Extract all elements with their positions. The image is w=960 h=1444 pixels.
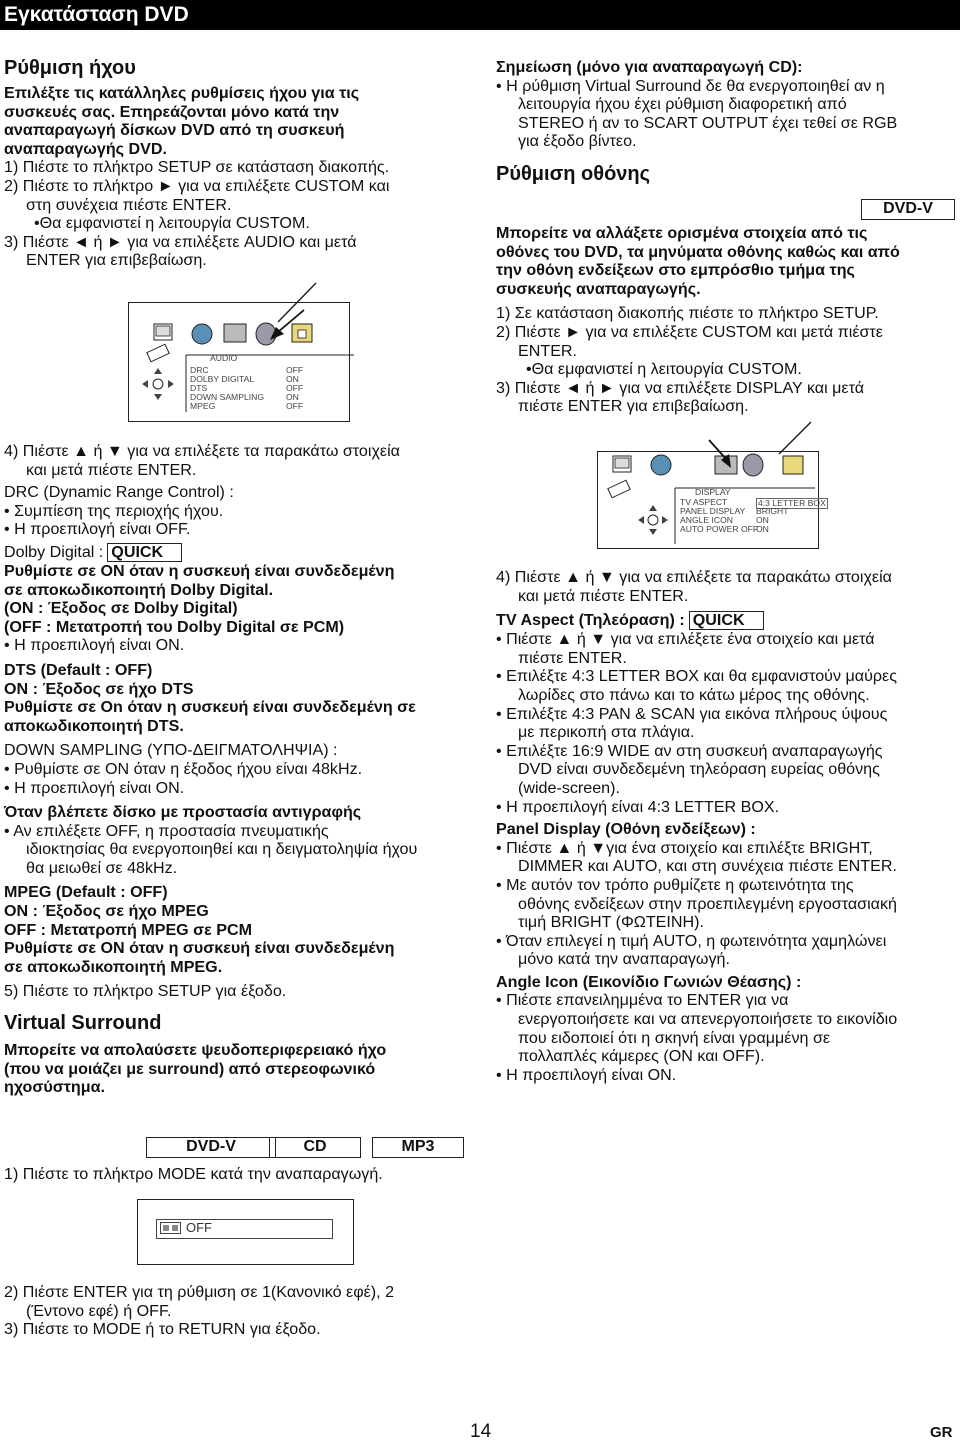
dts-line: DTS (Default : OFF) — [4, 660, 153, 679]
protect-line: ιδιοκτησίας θα ενεργοποιηθεί και η δειγματοληψία ήχου — [26, 840, 418, 859]
badge-mp3: MP3 — [372, 1137, 464, 1158]
right-column — [496, 58, 956, 186]
angle-line: Angle Icon (Εικονίδιο Γωνιών Θέασης) : — [496, 972, 802, 991]
virtual-surround-heading: Virtual Surround — [4, 1012, 162, 1035]
menu-item: MPEG — [190, 401, 216, 411]
panel-line: οθόνης ενδείξεων στην προεπιλεγμένη εργοστασιακή — [518, 894, 897, 913]
mpeg-line: σε αποκωδικοποιητή MPEG. — [4, 957, 223, 976]
quick-tag: QUICK — [689, 611, 764, 630]
dts-line: ON : Έξοδος σε ήχο DTS — [4, 679, 194, 698]
vs-step-line: (Έντονο εφέ) ή OFF. — [26, 1301, 172, 1320]
menu-item: DTS — [190, 383, 208, 393]
menu-icons-audio — [128, 280, 358, 425]
angle-line: πολλαπλές κάμερες (ON και OFF). — [518, 1047, 765, 1066]
vs-step-line: 2) Πιέστε ENTER για τη ρύθμιση σε 1(Κανονικό εφέ), 2 — [4, 1283, 395, 1301]
step-line: 4) Πιέστε ▲ ή ▼ για να επιλέξετε τα παρακάτω στοιχεία — [4, 442, 400, 460]
mpeg-line: OFF : Μετατροπή MPEG σε PCM — [4, 920, 253, 939]
step-line: •Θα εμφανιστεί η λειτουργία CUSTOM. — [34, 214, 310, 233]
tv-line: • Επιλέξτε 4:3 LETTER BOX και θα εμφανιστούν μαύρες — [496, 667, 897, 686]
menu-value: OFF — [286, 401, 304, 411]
vs-step-line: 1) Πιέστε το πλήκτρο MODE κατά την αναπαραγωγή. — [4, 1165, 383, 1183]
step-line: και μετά πιέστε ENTER. — [26, 460, 197, 479]
right-column-mid — [496, 224, 956, 416]
page-title: Εγκατάσταση DVD — [4, 3, 189, 26]
dts-line: αποκωδικοποιητή DTS. — [4, 716, 184, 735]
menu-item: DOWN SAMPLING — [190, 392, 265, 402]
audio-menu-title: AUDIO — [210, 353, 238, 363]
panel-line: DIMMER και AUTO, και στη συνέχεια πιέστε ENTER. — [518, 857, 897, 876]
step-line: 1) Σε κατάσταση διακοπής πιέστε το πλήκτρο SETUP. — [496, 304, 879, 323]
menu-value: ON — [286, 374, 299, 384]
tv-aspect-label: TV Aspect (Τηλεόραση) : — [496, 611, 685, 630]
vs-intro-line: (που να μοιάζει με surround) από στερεοφωνικό — [4, 1059, 376, 1078]
intro-line: συσκευές σας. Επηρεάζονται μόνο κατά την — [4, 102, 340, 121]
menu-item: TV ASPECT — [680, 497, 728, 507]
display-menu-title: DISPLAY — [695, 487, 731, 497]
intro-line: Επιλέξτε τις κατάλληλες ρυθμίσεις ήχου για τις — [4, 84, 360, 102]
left-column — [4, 56, 464, 270]
menu-value: ON — [286, 392, 299, 402]
note-line: λειτουργία ήχου έχει ρύθμιση διαφορετική από — [518, 95, 847, 114]
tv-line: (wide-screen). — [518, 778, 620, 797]
badge-dvd-v-right: DVD-V — [861, 199, 955, 220]
menu-value: OFF — [286, 383, 304, 393]
tv-line: λωρίδες στο πάνω και το κάτω μέρος της οθόνης. — [518, 685, 870, 704]
display-intro-line: την οθόνη ενδείξεων στο εμπρόσθιο τμήμα της — [496, 261, 855, 280]
menu-value: ON — [756, 515, 769, 525]
badge-cd: CD — [269, 1137, 361, 1158]
vs-steps-lower — [4, 1283, 474, 1339]
tv-line: DVD είναι συνδεδεμένη τηλεόραση ευρείας οθόνης — [518, 760, 880, 779]
dolby-line: σε αποκωδικοποιητή Dolby Digital. — [4, 580, 274, 599]
display-intro-line: συσκευής αναπαραγωγής. — [496, 279, 701, 298]
down-line: • Ρυθμίστε σε ON όταν η έξοδος ήχου είναι 48kHz. — [4, 759, 363, 778]
panel-line: Panel Display (Οθόνη ενδείξεων) : — [496, 820, 756, 839]
step-line: 3) Πιέστε ◄ ή ► για να επιλέξετε DISPLAY και μετά — [496, 378, 865, 397]
step-line: ENTER. — [518, 341, 578, 360]
panel-line: • Με αυτόν τον τρόπο ρυθμίζετε η φωτεινότητα της — [496, 875, 854, 894]
down-line: DOWN SAMPLING (ΥΠΟ-ΔΕΙΓΜΑΤΟΛΗΨΙΑ) : — [4, 741, 338, 760]
step-line: ENTER για επιβεβαίωση. — [26, 251, 207, 270]
menu-item: DRC — [190, 365, 209, 375]
menu-item: ANGLE ICON — [680, 515, 734, 525]
note-line: STEREO ή αν το SCART OUTPUT έχει τεθεί σε RGB — [518, 113, 898, 132]
quick-tag: QUICK — [107, 543, 182, 562]
display-heading: Ρύθμιση οθόνης — [496, 162, 651, 185]
intro-line: αναπαραγωγής DVD. — [4, 139, 167, 158]
left-column-lower — [4, 442, 474, 1097]
menu-item: PANEL DISPLAY — [680, 506, 746, 516]
tv-line: • Επιλέξτε 16:9 WIDE αν στη συσκευή αναπαραγωγής — [496, 741, 883, 760]
panel-line: • Πιέστε ▲ ή ▼για ένα στοιχείο και επιλέξτε BRIGHT, — [496, 838, 873, 857]
menu-item: AUTO POWER OFF — [680, 524, 759, 534]
vs-osd-bar — [156, 1219, 333, 1239]
tv-line: • Επιλέξτε 4:3 PAN & SCAN για εικόνα πλήρους ύψους — [496, 704, 888, 723]
dolby-line: (OFF : Μετατροπή του Dolby Digital σε PCM) — [4, 617, 345, 636]
note-line: για έξοδο βίντεο. — [518, 132, 637, 151]
vs-step-line: 3) Πιέστε το MODE ή το RETURN για έξοδο. — [4, 1320, 321, 1339]
menu-value: BRIGHT — [756, 506, 789, 516]
mpeg-line: ON : Έξοδος σε ήχο MPEG — [4, 902, 209, 921]
tv-line: • Η προεπιλογή είναι 4:3 LETTER BOX. — [496, 797, 780, 816]
angle-line: • Η προεπιλογή είναι ON. — [496, 1065, 677, 1084]
angle-line: ενεργοποιήσετε και να απενεργοποιήσετε το εικονίδιο — [518, 1010, 898, 1029]
step-line: •Θα εμφανιστεί η λειτουργία CUSTOM. — [526, 360, 802, 379]
surround-icon — [160, 1222, 182, 1234]
note-line: • Η ρύθμιση Virtual Surround δε θα ενεργοποιηθεί αν η — [496, 76, 885, 95]
language-code: GR — [930, 1424, 953, 1441]
protect-line: θα μειωθεί σε 48kHz. — [26, 858, 178, 877]
vs-intro-line: ηχοσύστημα. — [4, 1078, 105, 1097]
dts-line: Ρυθμίστε σε On όταν η συσκευή είναι συνδεδεμένη σε — [4, 698, 416, 717]
mpeg-line: Ρυθμίστε σε ON όταν η συσκευή είναι συνδεδεμένη — [4, 939, 395, 958]
intro-line: αναπαραγωγή δίσκων DVD από τη συσκευή — [4, 121, 345, 140]
menu-item: DOLBY DIGITAL — [190, 374, 255, 384]
panel-line: μόνο κατά την αναπαραγωγή. — [518, 950, 730, 969]
dolby-line: (ON : Έξοδος σε Dolby Digital) — [4, 599, 238, 618]
dolby-label: Dolby Digital : — [4, 542, 104, 561]
tv-line: με περικοπή στα πλάγια. — [518, 723, 695, 742]
step-line: 2) Πιέστε ► για να επιλέξετε CUSTOM και μετά πιέστε — [496, 322, 883, 341]
tv-line: πιέστε ENTER. — [518, 648, 627, 667]
display-intro-line: οθόνες του DVD, τα μηνύματα οθόνης καθώς και από — [496, 242, 900, 261]
step-line: 2) Πιέστε το πλήκτρο ► για να επιλέξετε CUSTOM και — [4, 176, 390, 195]
protect-line: • Αν επιλέξετε OFF, η προστασία πνευματικής — [4, 821, 329, 840]
panel-line: τιμή BRIGHT (ΦΩΤΕΙΝΗ). — [518, 913, 704, 932]
dolby-line: Ρυθμίστε σε ON όταν η συσκευή είναι συνδεδεμένη — [4, 561, 395, 580]
tv-line: • Πιέστε ▲ ή ▼ για να επιλέξετε ένα στοιχείο και μετά — [496, 630, 875, 649]
drc-line: DRC (Dynamic Range Control) : — [4, 483, 234, 502]
step-line: 4) Πιέστε ▲ ή ▼ για να επιλέξετε τα παρακάτω στοιχεία — [496, 568, 892, 586]
vs-intro-line: Μπορείτε να απολαύσετε ψευδοπεριφερειακό ήχο — [4, 1041, 387, 1060]
angle-line: • Πιέστε επανειλημμένα το ENTER για να — [496, 991, 789, 1010]
dolby-line: • Η προεπιλογή είναι ON. — [4, 636, 185, 655]
note-line: Σημείωση (μόνο για αναπαραγωγή CD): — [496, 58, 803, 76]
drc-line: • Συμπίεση της περιοχής ήχου. — [4, 501, 224, 520]
step-line: και μετά πιέστε ENTER. — [518, 586, 689, 605]
mpeg-line: MPEG (Default : OFF) — [4, 883, 168, 902]
display-intro-line: Μπορείτε να αλλάξετε ορισμένα στοιχεία από τις — [496, 224, 868, 242]
step5-line: 5) Πιέστε το πλήκτρο SETUP για έξοδο. — [4, 982, 287, 1001]
step-line: πιέστε ENTER για επιβεβαίωση. — [518, 397, 749, 416]
panel-line: • Όταν επιλεγεί η τιμή AUTO, η φωτεινότητα χαμηλώνει — [496, 931, 887, 950]
vs-osd-value: OFF — [186, 1220, 212, 1235]
down-line: • Η προεπιλογή είναι ON. — [4, 778, 185, 797]
step-line: στη συνέχεια πιέστε ENTER. — [26, 195, 232, 214]
step-line: 1) Πιέστε το πλήκτρο SETUP σε κατάσταση διακοπής. — [4, 158, 390, 177]
menu-value: 4:3 LETTER BOX — [758, 498, 826, 508]
audio-heading: Ρύθμιση ήχου — [4, 57, 136, 79]
menu-value: OFF — [286, 365, 304, 375]
vs-steps — [4, 1165, 474, 1184]
menu-value: ON — [756, 524, 769, 534]
protect-line: Όταν βλέπετε δίσκο με προστασία αντιγραφής — [4, 803, 362, 822]
page-number: 14 — [470, 1421, 492, 1442]
step-line: 3) Πιέστε ◄ ή ► για να επιλέξετε AUDIO και μετά — [4, 232, 357, 251]
right-column-lower — [496, 568, 956, 1084]
badge-dvd-v: DVD-V — [146, 1137, 276, 1158]
drc-line: • Η προεπιλογή είναι OFF. — [4, 520, 191, 539]
angle-line: που ειδοποιεί ότι η σκηνή είναι γραμμένη σε — [518, 1028, 831, 1047]
